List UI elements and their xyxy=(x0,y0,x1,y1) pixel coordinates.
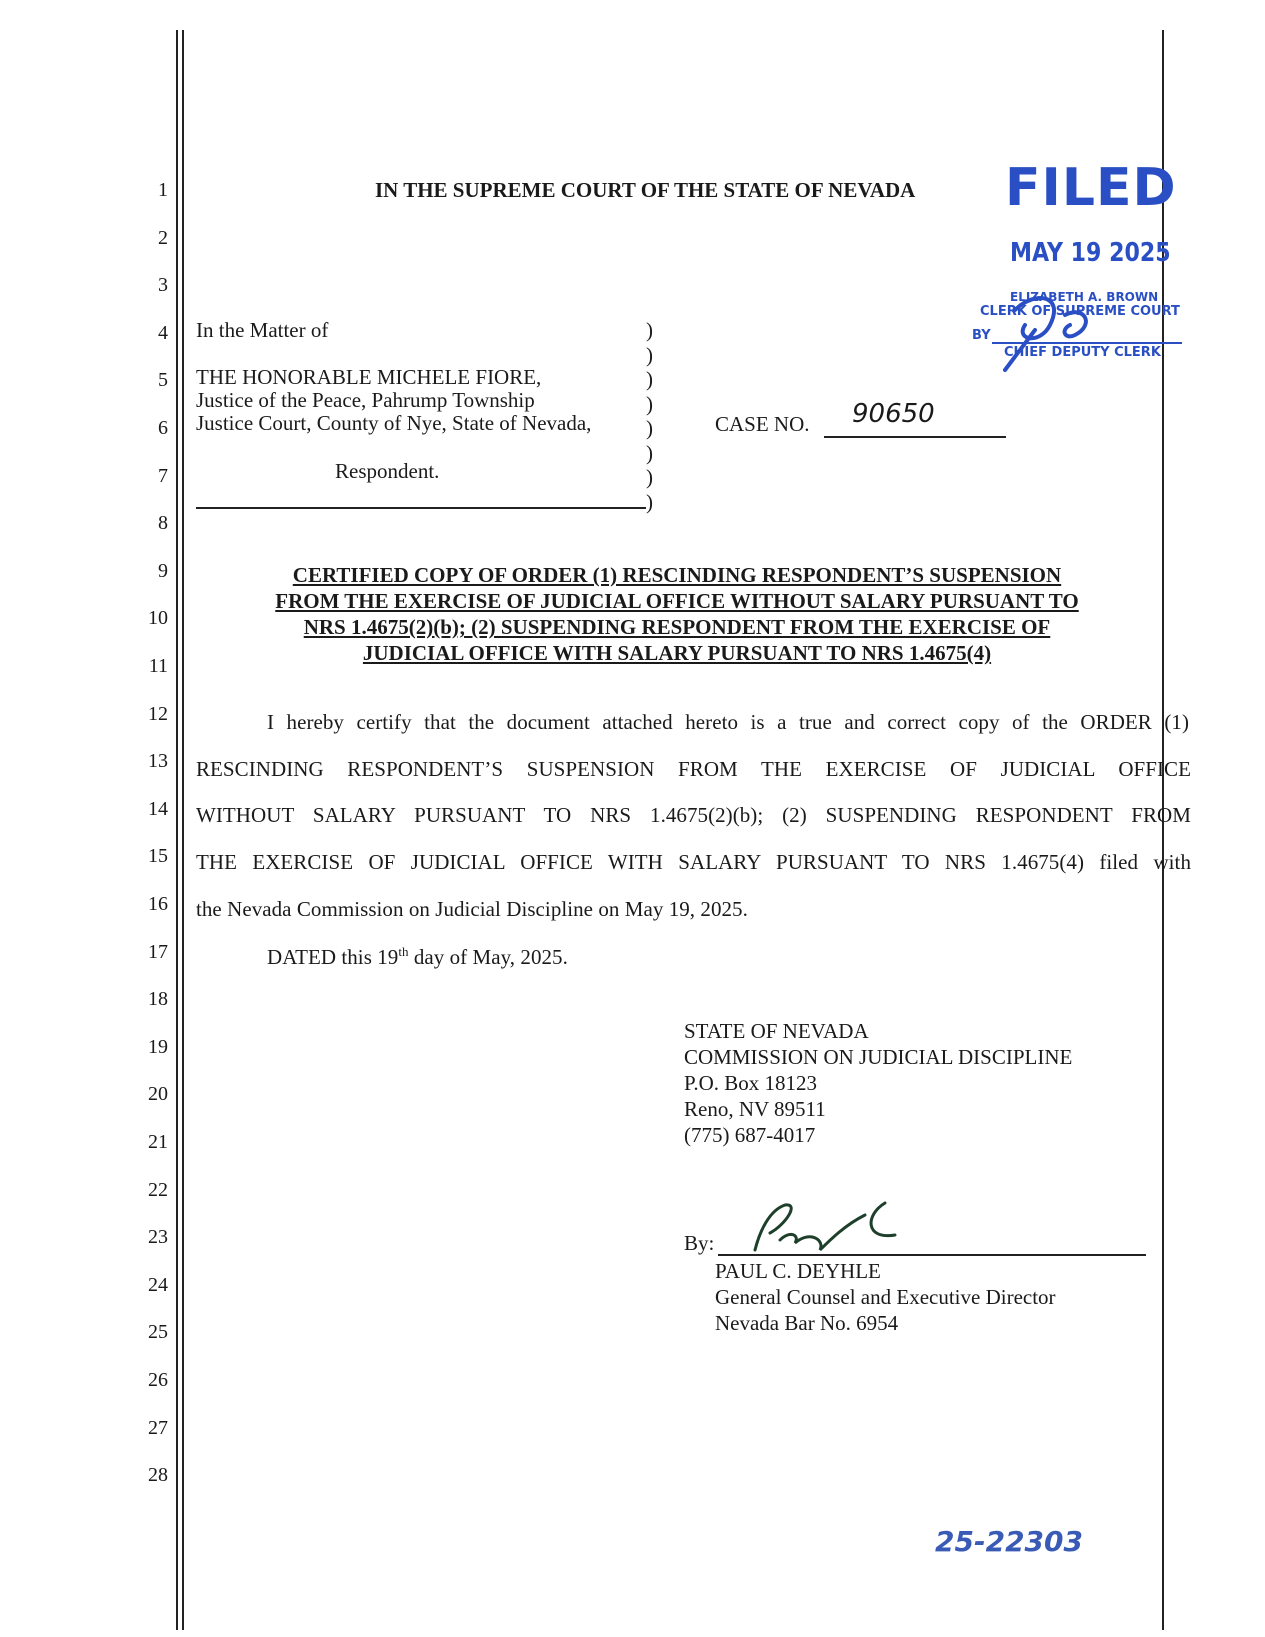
line-number: 20 xyxy=(148,1083,168,1106)
stamp-deputy: CHIEF DEPUTY CLERK xyxy=(1004,345,1161,360)
stamp-filed: FILED xyxy=(1005,158,1177,218)
stamp-date: MAY 19 2025 xyxy=(1010,238,1171,268)
line-number: 19 xyxy=(148,1035,168,1058)
line-number: 28 xyxy=(148,1464,168,1487)
signer-title: General Counsel and Executive Director xyxy=(715,1285,1056,1309)
stamp-clerk-signature-icon xyxy=(995,285,1115,375)
caption-bottom-rule xyxy=(196,507,646,509)
dated-suffix: day of May, 2025. xyxy=(408,945,568,969)
line-number: 1 xyxy=(158,179,168,201)
case-number-handwritten: 90650 xyxy=(852,399,935,429)
stamp-clerk-name: ELIZABETH A. BROWN xyxy=(1010,290,1159,304)
line-number: 2 xyxy=(158,226,168,249)
line-number: 16 xyxy=(148,893,168,915)
line-number: 12 xyxy=(148,702,168,725)
line-number: 10 xyxy=(148,607,168,630)
address-line: P.O. Box 18123 xyxy=(684,1071,818,1095)
line-number: 25 xyxy=(148,1321,168,1344)
line-number: 13 xyxy=(148,750,168,773)
caption-line3: Justice Court, County of Nye, State of Nevada, xyxy=(196,411,592,435)
dated-line xyxy=(267,944,568,970)
address-line: COMMISSION ON JUDICIAL DISCIPLINE xyxy=(684,1045,1073,1069)
heading-line: CERTIFIED COPY OF ORDER (1) RESCINDING RESPONDENT’S SUSPENSION xyxy=(292,563,1062,587)
line-number: 3 xyxy=(158,274,168,297)
line-number: 18 xyxy=(148,988,168,1011)
signature-icon xyxy=(725,1195,905,1260)
line-number: 6 xyxy=(158,417,168,439)
case-number-label: CASE NO. xyxy=(715,412,810,436)
left-margin-rule-outer xyxy=(176,30,178,1630)
left-margin-rule-inner xyxy=(182,30,184,1630)
body-line: the Nevada Commission on Judicial Discipline on May 19, 2025. xyxy=(196,897,748,921)
line-number: 21 xyxy=(148,1131,168,1153)
body-line: WITHOUT SALARY PURSUANT TO NRS 1.4675(2)(b); (2) SUSPENDING RESPONDENT FROM xyxy=(196,803,1191,827)
caption-matter: In the Matter of xyxy=(196,318,329,342)
case-number-line xyxy=(824,436,1006,438)
address-line: (775) 687-4017 xyxy=(684,1123,816,1147)
line-number: 5 xyxy=(158,369,168,392)
signature-by: By: xyxy=(684,1231,715,1255)
signer-bar: Nevada Bar No. 6954 xyxy=(715,1311,899,1335)
heading-line: FROM THE EXERCISE OF JUDICIAL OFFICE WITHOUT SALARY PURSUANT TO xyxy=(275,589,1079,613)
signer-name: PAUL C. DEYHLE xyxy=(715,1259,881,1283)
court-title: IN THE SUPREME COURT OF THE STATE OF NEVADA xyxy=(375,178,916,202)
address-line: STATE OF NEVADA xyxy=(684,1019,869,1043)
line-number: 11 xyxy=(148,655,168,677)
line-number: 9 xyxy=(158,559,168,582)
line-number: 22 xyxy=(148,1178,168,1201)
footer-handwritten-number: 25-22303 xyxy=(935,1525,1083,1558)
line-number: 8 xyxy=(158,512,168,535)
dated-prefix: DATED this 19 xyxy=(267,945,399,969)
dated-sup: th xyxy=(398,944,409,959)
right-margin-rule xyxy=(1162,30,1164,1630)
line-number: 4 xyxy=(158,321,168,344)
caption-parentheses: ) ) ) ) ) ) ) ) xyxy=(646,318,653,514)
line-number: 14 xyxy=(148,797,168,820)
line-number: 27 xyxy=(148,1416,168,1439)
line-number: 17 xyxy=(148,940,168,963)
body-line: RESCINDING RESPONDENT’S SUSPENSION FROM THE EXERCISE OF JUDICIAL OFFICE xyxy=(196,757,1191,781)
stamp-clerk-title: CLERK OF SUPREME COURT xyxy=(980,304,1180,319)
caption-respondent: Respondent. xyxy=(335,459,440,483)
heading-line: NRS 1.4675(2)(b); (2) SUSPENDING RESPONDENT FROM THE EXERCISE OF xyxy=(303,615,1051,639)
address-line: Reno, NV 89511 xyxy=(684,1097,826,1121)
caption-line2: Justice of the Peace, Pahrump Township xyxy=(196,388,535,412)
heading-line: JUDICIAL OFFICE WITH SALARY PURSUANT TO NRS 1.4675(4) xyxy=(362,641,992,665)
stamp-by: BY xyxy=(972,328,991,343)
caption-name: THE HONORABLE MICHELE FIORE, xyxy=(196,365,542,389)
body-line: THE EXERCISE OF JUDICIAL OFFICE WITH SALARY PURSUANT TO NRS 1.4675(4) filed with xyxy=(196,850,1191,874)
line-number: 7 xyxy=(158,464,168,487)
line-number: 26 xyxy=(148,1369,168,1391)
line-number: 15 xyxy=(148,845,168,868)
line-number: 24 xyxy=(148,1273,168,1296)
line-number: 23 xyxy=(148,1226,168,1249)
body-line: I hereby certify that the document attached hereto is a true and correct copy of the ORDER (1) xyxy=(267,710,1189,734)
